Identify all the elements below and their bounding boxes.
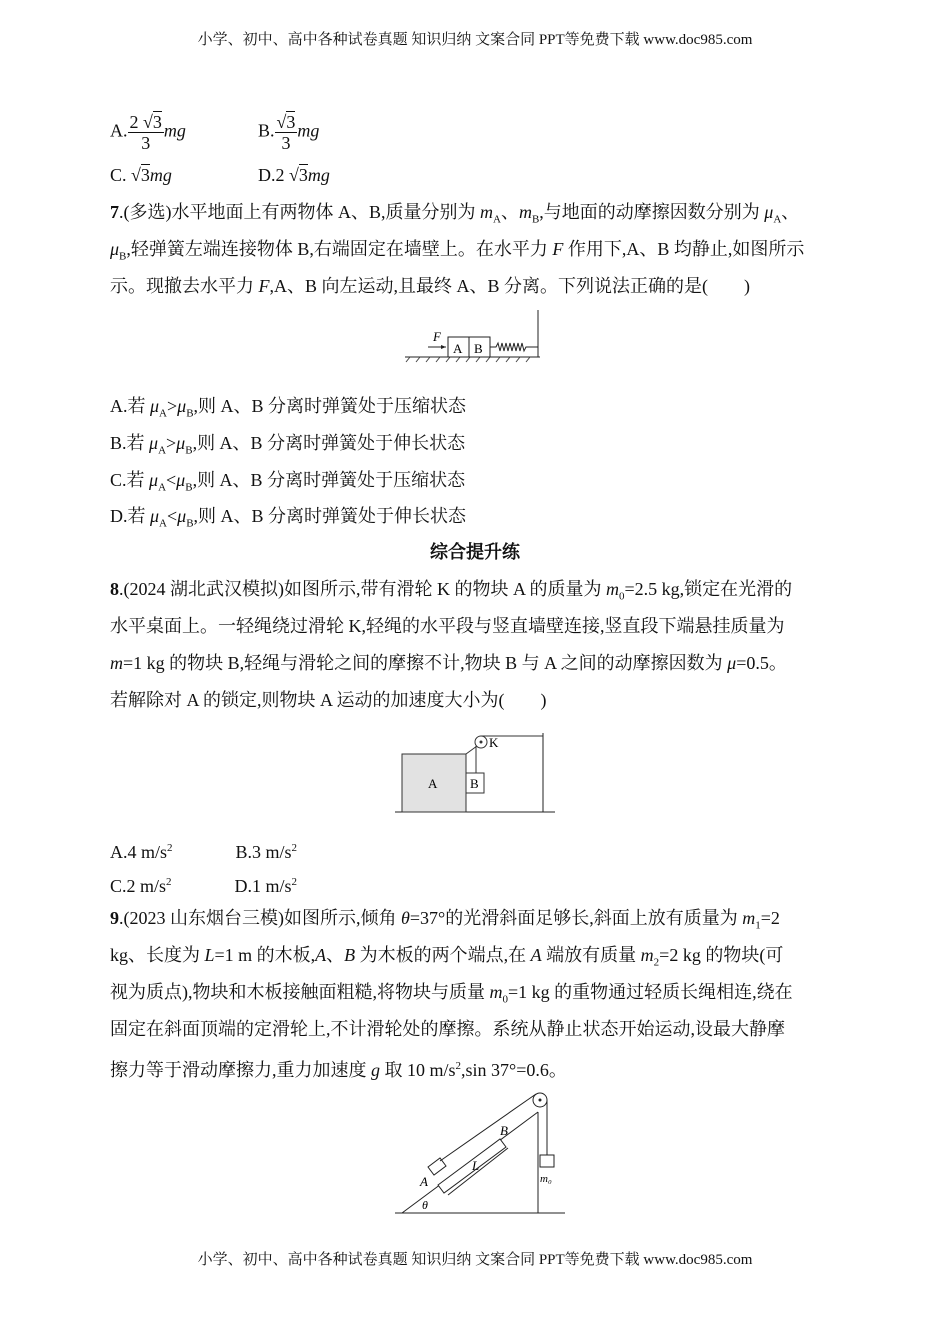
text-segment: 固定在斜面顶端的定滑轮上,不计滑轮处的摩擦。系统从静止状态开始运动,设最大静摩 (110, 1019, 785, 1039)
text-segment: 、 (781, 202, 800, 222)
text-segment: B (186, 407, 194, 420)
text-segment: ,轻弹簧左端连接物体 B,右端固定在墙壁上。在水平力 (126, 239, 553, 259)
text-segment: 2 (653, 956, 660, 969)
label-theta: θ (422, 1198, 428, 1212)
text-segment: 水平桌面上。一轻绳绕过滑轮 K,轻绳的水平段与竖直墙壁连接,竖直段下端悬挂质量为 (110, 616, 785, 636)
text-segment: =2 kg 的物块(可 (659, 945, 784, 965)
den: 3 (281, 133, 291, 153)
text-segment: ,则 A、B 分离时弹簧处于压缩状态 (193, 396, 467, 416)
q6-option-c: C. √3mg (110, 165, 172, 185)
text-segment: A (530, 945, 542, 965)
text-segment: μ (177, 506, 187, 526)
text-segment: θ (401, 908, 410, 928)
label-b: B (470, 776, 479, 791)
text-line (110, 1017, 785, 1041)
text-segment: μ (176, 470, 186, 490)
text-line (110, 577, 792, 609)
figure-q9 (390, 1085, 570, 1220)
text-line (110, 870, 297, 898)
text-segment: μ (176, 433, 186, 453)
text-segment: B (185, 481, 193, 494)
text-segment: A (158, 481, 167, 494)
text-segment: ,则 A、B 分离时弹簧处于伸长状态 (192, 433, 466, 453)
text-segment: μ (110, 239, 120, 259)
q6-option-b: B. $\frac{√3}{3}$ mg (258, 112, 320, 153)
text-segment: 作用下,A、B 均静止,如图所示 (563, 239, 805, 259)
radicand: 3 (140, 165, 150, 185)
figure-q7 (400, 305, 550, 365)
text-segment: F (258, 276, 270, 296)
text-segment: C.2 m/s (110, 876, 167, 896)
text-segment: 、 (500, 202, 519, 222)
text-segment: μ (727, 653, 737, 673)
spring (490, 343, 538, 351)
weight-m0 (540, 1155, 554, 1167)
text-line (110, 504, 466, 536)
text-segment: =1 kg 的物块 B,轻绳与滑轮之间的摩擦不计,物块 B 与 A 之间的动摩擦因数为 (123, 653, 728, 673)
text-line (110, 836, 297, 864)
text-segment: m (640, 945, 654, 965)
text-segment: =1 m 的木板, (214, 945, 316, 965)
text-segment: A.4 m/s (110, 842, 168, 862)
option-label: D.2 (258, 165, 289, 185)
text-segment: .(多选)水平地面上有两物体 A、B,质量分别为 (119, 202, 480, 222)
text-segment: D.若 (110, 506, 150, 526)
text-line (110, 906, 780, 938)
text-segment: 0 (502, 993, 508, 1006)
text-line (110, 274, 750, 298)
text-segment: ,与地面的动摩擦因数分别为 (539, 202, 765, 222)
text-segment: < (167, 506, 178, 526)
text-segment: 9 (110, 908, 119, 928)
q6-option-d: D.2 √3mg (258, 165, 330, 185)
text-segment: =2 (760, 908, 780, 928)
text-line (110, 943, 783, 975)
text-segment: 2 (455, 1060, 462, 1072)
label-b: B (474, 341, 483, 356)
option-label: A. (110, 120, 128, 141)
text-segment: < (166, 470, 177, 490)
text-line (110, 1054, 567, 1082)
label-f: F (433, 329, 441, 344)
text-segment: kg、长度为 (110, 945, 205, 965)
text-line (110, 468, 465, 500)
text-segment: B (119, 250, 127, 263)
text-segment: .(2023 山东烟台三模)如图所示,倾角 (119, 908, 401, 928)
text-segment: μ (150, 506, 160, 526)
label-k: K (489, 735, 499, 750)
label-m0: m₀ (540, 1173, 552, 1185)
text-segment: m (742, 908, 756, 928)
text-segment: m (489, 982, 503, 1002)
text-line (110, 237, 804, 269)
text-segment: m (606, 579, 619, 599)
text-segment: B (344, 945, 356, 965)
text-segment: m (480, 202, 493, 222)
radicand: 3 (286, 112, 296, 132)
text-segment: 擦力等于滑动摩擦力,重力加速度 (110, 1060, 371, 1080)
label-a: A (453, 341, 463, 356)
text-segment: 、 (326, 945, 345, 965)
num: 2 (129, 112, 139, 132)
radicand: 3 (152, 112, 162, 132)
text-segment: 示。现撤去水平力 (110, 276, 259, 296)
text-line (110, 688, 547, 712)
section-title: 综合提升练 (430, 542, 520, 562)
label-b: B (500, 1123, 508, 1138)
text-segment: > (166, 433, 177, 453)
radicand: 3 (298, 165, 308, 185)
text-segment: =2.5 kg,锁定在光滑的 (624, 579, 793, 599)
text-segment: F (552, 239, 564, 259)
page-header: 小学、初中、高中各种试卷真题 知识归纳 文案合同 PPT等免费下载 www.doc985.com (197, 32, 753, 48)
text-segment: 2 (291, 842, 298, 854)
mg: mg (297, 120, 320, 141)
text-line (110, 651, 787, 675)
text-segment: =37°的光滑斜面足够长,斜面上放有质量为 (409, 908, 743, 928)
text-segment: A (315, 945, 327, 965)
text-segment: > (167, 396, 178, 416)
text-segment: 7 (110, 202, 119, 222)
q6-option-a: A. $\frac{2 √3}{3}$ mg (110, 112, 186, 153)
text-line (110, 980, 793, 1012)
text-segment: .(2024 湖北武汉模拟)如图所示,带有滑轮 K 的物块 A 的质量为 (119, 579, 606, 599)
text-segment: A (159, 517, 167, 530)
text-segment: 8 (110, 579, 119, 599)
text-segment: B (531, 213, 540, 226)
mg: mg (149, 165, 172, 185)
text-segment: ,则 A、B 分离时弹簧处于伸长状态 (193, 506, 467, 526)
text-segment: μ (764, 202, 774, 222)
text-segment: μ (149, 433, 159, 453)
text-segment: 1 (755, 919, 761, 932)
text-segment: C.若 (110, 470, 150, 490)
text-segment: B (185, 444, 193, 457)
text-segment: 若解除对 A 的锁定,则物块 A 运动的加速度大小为( ) (110, 690, 547, 710)
label-a: A (428, 776, 438, 791)
text-segment: μ (150, 396, 160, 416)
text-segment: ,A、B 向左运动,且最终 A、B 分离。下列说法正确的是( ) (269, 276, 750, 296)
text-segment: A (158, 444, 167, 457)
figure-q8 (390, 725, 560, 820)
text-segment: μ (177, 396, 187, 416)
text-segment: m (518, 202, 532, 222)
text-segment: 2 (291, 876, 298, 888)
text-segment: ,则 A、B 分离时弹簧处于压缩状态 (192, 470, 466, 490)
page-footer: 小学、初中、高中各种试卷真题 知识归纳 文案合同 PPT等免费下载 www.doc985.com (197, 1252, 753, 1268)
text-segment: g (371, 1060, 380, 1080)
text-segment: 为木板的两个端点,在 (355, 945, 531, 965)
text-segment: =0.5。 (736, 653, 787, 673)
label-l: L (472, 1158, 480, 1173)
text-segment: B.若 (110, 433, 150, 453)
text-segment: A.若 (110, 396, 150, 416)
text-segment: ,sin 37°=0.6。 (461, 1060, 567, 1080)
text-segment: 端放有质量 (541, 945, 641, 965)
text-segment: A (773, 213, 782, 226)
text-segment: D.1 m/s (171, 876, 292, 896)
label-a: A (420, 1174, 428, 1189)
option-label: B. (258, 120, 275, 141)
text-line (110, 200, 799, 232)
text-segment: 2 (166, 876, 172, 888)
mg: mg (307, 165, 330, 185)
text-line (110, 614, 785, 638)
text-segment: A (493, 213, 501, 226)
text-segment: B.3 m/s (172, 842, 292, 862)
text-segment: B (186, 517, 194, 530)
text-segment: 取 10 m/s (380, 1060, 456, 1080)
mg: mg (163, 120, 186, 141)
text-line (110, 431, 465, 463)
option-label: C. (110, 165, 132, 185)
text-segment: m (110, 653, 123, 673)
text-segment: 0 (619, 590, 625, 603)
den: 3 (141, 133, 151, 153)
small-block (428, 1158, 446, 1175)
text-segment: =1 kg 的重物通过轻质长绳相连,绕在 (508, 982, 793, 1002)
text-segment: μ (149, 470, 159, 490)
text-segment: 视为质点),物块和木板接触面粗糙,将物块与质量 (110, 982, 490, 1002)
text-segment: A (159, 407, 167, 420)
text-segment: L (204, 945, 215, 965)
text-line (110, 394, 466, 426)
text-segment: 2 (167, 842, 173, 854)
